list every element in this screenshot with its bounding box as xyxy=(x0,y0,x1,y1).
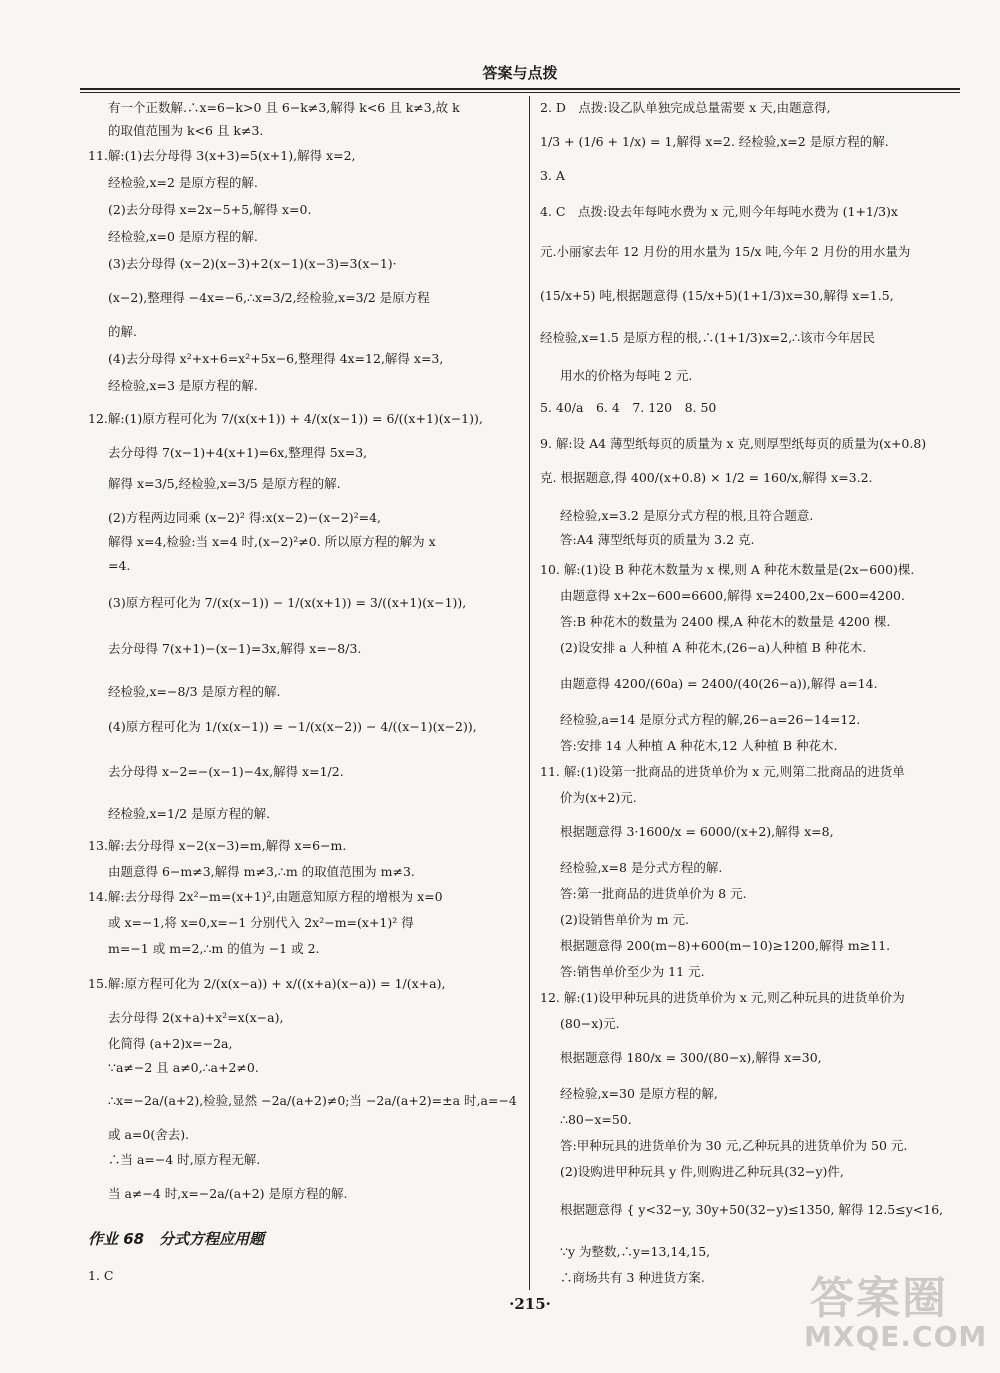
text-line: 根据题意得 { y<32−y, 30y+50(32−y)≤1350, 解得 12.5≤y<16, xyxy=(560,1202,944,1217)
text-line: 用水的价格为每吨 2 元. xyxy=(560,368,693,383)
watermark-logo xyxy=(800,1262,990,1362)
text-line: (2)去分母得 x=2x−5+5,解得 x=0. xyxy=(108,202,312,217)
text-line: 经检验,x=2 是原方程的解. xyxy=(108,175,258,190)
text-line: 根据题意得 180/x = 300/(80−x),解得 x=30, xyxy=(560,1050,822,1065)
section-title: 作业 68 分式方程应用题 xyxy=(88,1230,265,1248)
text-line: 经检验,x=0 是原方程的解. xyxy=(108,229,258,244)
text-line: ∴x=−2a/(a+2),检验,显然 −2a/(a+2)≠0;当 −2a/(a+2)=±a 时,a=−4 xyxy=(108,1093,517,1108)
text-line: 答:安排 14 人种植 A 种花木,12 人种植 B 种花木. xyxy=(560,738,838,753)
text-line: (x−2),整理得 −4x=−6,∴x=3/2,经检验,x=3/2 是原方程 xyxy=(108,290,430,305)
text-line: 经检验,x=1.5 是原方程的根,∴(1+1/3)x=2,∴该市今年居民 xyxy=(540,330,876,345)
text-line: 11.解:(1)去分母得 3(x+3)=5(x+1),解得 x=2, xyxy=(88,148,356,163)
text-line: 由题意得 4200/(60a) = 2400/(40(26−a)),解得 a=14. xyxy=(560,676,878,691)
text-line: 经检验,x=30 是原方程的解, xyxy=(560,1086,718,1101)
header-rule xyxy=(80,88,960,90)
text-line: 或 x=−1,将 x=0,x=−1 分别代入 2x²−m=(x+1)² 得 xyxy=(108,915,414,930)
text-line: 价为(x+2)元. xyxy=(560,790,637,805)
text-line: 经检验,x=3 是原方程的解. xyxy=(108,378,258,393)
text-line: 答:B 种花木的数量为 2400 棵,A 种花木的数量是 4200 棵. xyxy=(560,614,891,629)
text-line: 经检验,x=3.2 是原分式方程的根,且符合题意. xyxy=(560,508,814,523)
text-line: 12. 解:(1)设甲种玩具的进货单价为 x 元,则乙种玩具的进货单价为 xyxy=(540,990,905,1005)
text-line: 经检验,x=8 是分式方程的解. xyxy=(560,860,723,875)
text-line: 1. C xyxy=(88,1268,114,1283)
text-line: 答:销售单价至少为 11 元. xyxy=(560,964,705,979)
text-line: 的取值范围为 k<6 且 k≠3. xyxy=(108,123,264,138)
text-line: 去分母得 2(x+a)+x²=x(x−a), xyxy=(108,1010,284,1025)
text-line: 3. A xyxy=(540,168,565,183)
text-line: 解得 x=3/5,经检验,x=3/5 是原方程的解. xyxy=(108,476,341,491)
text-line: 14.解:去分母得 2x²−m=(x+1)²,由题意知原方程的增根为 x=0 xyxy=(88,889,443,904)
text-line: 12.解:(1)原方程可化为 7/(x(x+1)) + 4/(x(x−1)) = 6/((x+1)(x−1)), xyxy=(88,411,483,426)
watermark-site: MXQE.COM xyxy=(804,1320,988,1353)
text-line: 经检验,x=−8/3 是原方程的解. xyxy=(108,684,281,699)
text-line: (3)去分母得 (x−2)(x−3)+2(x−1)(x−3)=3(x−1)· xyxy=(108,256,397,271)
text-line: 答:甲种玩具的进货单价为 30 元,乙种玩具的进货单价为 50 元. xyxy=(560,1138,908,1153)
text-line: 10. 解:(1)设 B 种花木数量为 x 棵,则 A 种花木数量是(2x−600)棵. xyxy=(540,562,915,577)
text-line: 2. D 点拨:设乙队单独完成总量需要 x 天,由题意得, xyxy=(540,100,831,115)
text-line: (80−x)元. xyxy=(560,1016,620,1031)
text-line: (2)方程两边同乘 (x−2)² 得:x(x−2)−(x−2)²=4, xyxy=(108,510,381,525)
text-line: ∴当 a=−4 时,原方程无解. xyxy=(108,1152,261,1167)
text-line: 15.解:原方程可化为 2/(x(x−a)) + x/((x+a)(x−a)) = 1/(x+a), xyxy=(88,976,446,991)
text-line: (15/x+5) 吨,根据题意得 (15/x+5)(1+1/3)x=30,解得 x=1.5, xyxy=(540,288,894,303)
text-line: 经检验,x=1/2 是原方程的解. xyxy=(108,806,271,821)
page-number: ·215· xyxy=(509,1295,551,1313)
text-line: (3)原方程可化为 7/(x(x−1)) − 1/(x(x+1)) = 3/((x+1)(x−1)), xyxy=(108,595,467,610)
text-line: 9. 解:设 A4 薄型纸每页的质量为 x 克,则厚型纸每页的质量为(x+0.8) xyxy=(540,436,927,451)
header-title: 答案与点拨 xyxy=(482,64,558,82)
text-line: 经检验,a=14 是原分式方程的解,26−a=26−14=12. xyxy=(560,712,861,727)
text-line: 去分母得 x−2=−(x−1)−4x,解得 x=1/2. xyxy=(108,764,344,779)
page-header xyxy=(80,58,960,88)
text-line: ∵a≠−2 且 a≠0,∴a+2≠0. xyxy=(108,1060,259,1075)
text-line: 4. C 点拨:设去年每吨水费为 x 元,则今年每吨水费为 (1+1/3)x xyxy=(540,204,898,219)
text-line: (2)设销售单价为 m 元. xyxy=(560,912,689,927)
text-line: 根据题意得 3·1600/x = 6000/(x+2),解得 x=8, xyxy=(560,824,834,839)
text-line: (4)去分母得 x²+x+6=x²+5x−6,整理得 4x=12,解得 x=3, xyxy=(108,351,444,366)
text-line: =4. xyxy=(108,558,131,573)
text-line: ∵y 为整数,∴y=13,14,15, xyxy=(560,1244,711,1259)
watermark-logo-glyph: 答案圈 xyxy=(810,1273,948,1324)
text-line: 解得 x=4,检验:当 x=4 时,(x−2)²≠0. 所以原方程的解为 x xyxy=(108,534,436,549)
text-line: ∴80−x=50. xyxy=(560,1112,632,1127)
text-line: 去分母得 7(x+1)−(x−1)=3x,解得 x=−8/3. xyxy=(108,641,362,656)
text-line: 5. 40/a 6. 4 7. 120 8. 50 xyxy=(540,400,717,415)
text-line: 1/3 + (1/6 + 1/x) = 1,解得 x=2. 经检验,x=2 是原方程的解. xyxy=(540,134,889,149)
text-line: 的解. xyxy=(108,324,137,339)
text-line: 克. 根据题意,得 400/(x+0.8) × 1/2 = 160/x,解得 x=3.2. xyxy=(540,470,873,485)
text-line: 由题意得 6−m≠3,解得 m≠3,∴m 的取值范围为 m≠3. xyxy=(108,864,415,879)
text-line: (4)原方程可化为 1/(x(x−1)) = −1/(x(x−2)) − 4/((x−1)(x−2)), xyxy=(108,719,477,734)
text-line: (2)设安排 a 人种植 A 种花木,(26−a)人种植 B 种花木. xyxy=(560,640,867,655)
text-line: 由题意得 x+2x−600=6600,解得 x=2400,2x−600=4200. xyxy=(560,588,905,603)
text-line: 有一个正数解.∴x=6−k>0 且 6−k≠3,解得 k<6 且 k≠3,故 k xyxy=(108,100,460,115)
text-line: 答:A4 薄型纸每页的质量为 3.2 克. xyxy=(560,532,755,547)
text-line: 当 a≠−4 时,x=−2a/(a+2) 是原方程的解. xyxy=(108,1186,348,1201)
text-line: 元.小丽家去年 12 月份的用水量为 15/x 吨,今年 2 月份的用水量为 xyxy=(540,244,911,259)
text-line: 去分母得 7(x−1)+4(x+1)=6x,整理得 5x=3, xyxy=(108,445,368,460)
text-line: (2)设购进甲种玩具 y 件,则购进乙种玩具(32−y)件, xyxy=(560,1164,844,1179)
text-line: ∴商场共有 3 种进货方案. xyxy=(560,1270,705,1285)
text-line: 根据题意得 200(m−8)+600(m−10)≥1200,解得 m≥11. xyxy=(560,938,891,953)
text-line: 11. 解:(1)设第一批商品的进货单价为 x 元,则第二批商品的进货单 xyxy=(540,764,905,779)
text-line: 化简得 (a+2)x=−2a, xyxy=(108,1036,233,1051)
header-rule-thin xyxy=(80,92,960,93)
text-line: m=−1 或 m=2,∴m 的值为 −1 或 2. xyxy=(108,941,320,956)
text-line: 或 a=0(舍去). xyxy=(108,1127,190,1142)
text-line: 13.解:去分母得 x−2(x−3)=m,解得 x=6−m. xyxy=(88,838,347,853)
text-line: 答:第一批商品的进货单价为 8 元. xyxy=(560,886,747,901)
